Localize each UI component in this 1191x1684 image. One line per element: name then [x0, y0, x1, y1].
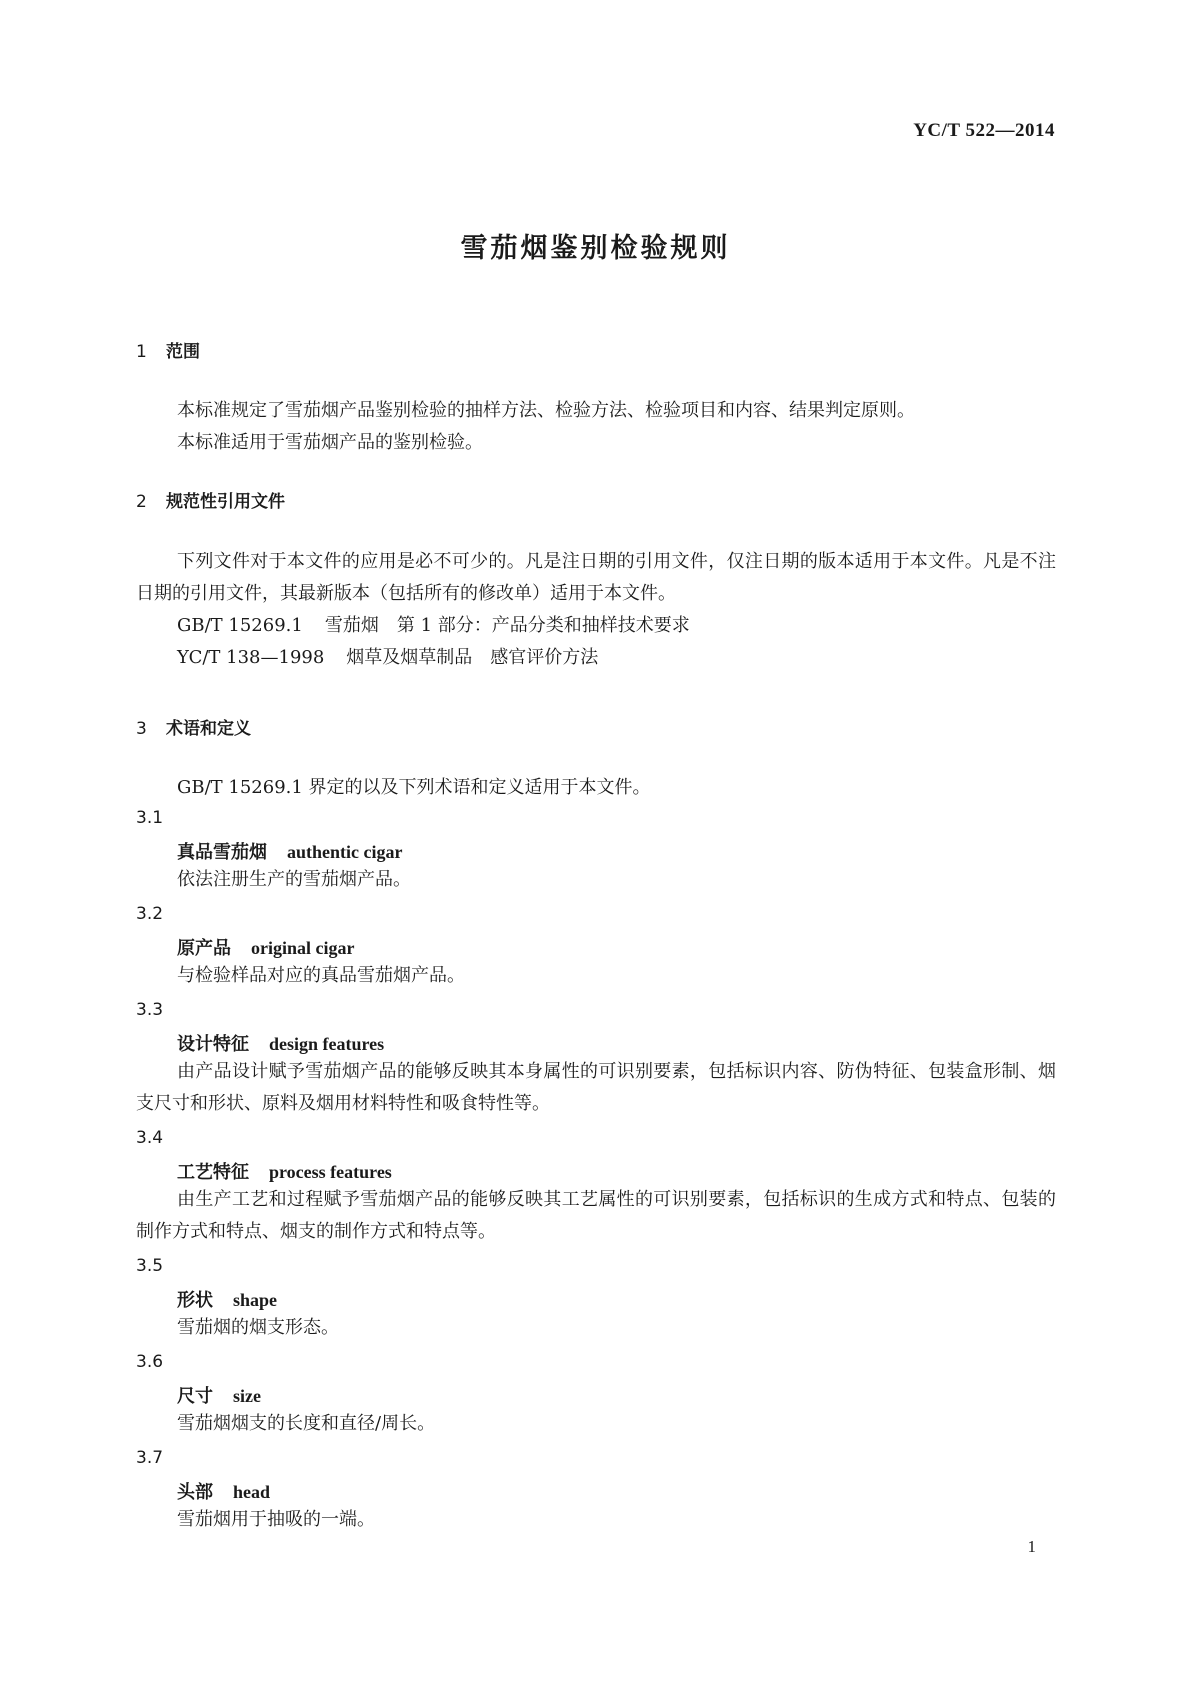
term-heading	[177, 1382, 261, 1408]
term-number: 3.2	[136, 904, 164, 924]
section-number: 1	[136, 342, 147, 362]
term-number: 3.1	[136, 808, 164, 828]
paragraph: 本标准规定了雪茄烟产品鉴别检验的抽样方法、检验方法、检验项目和内容、结果判定原则。	[177, 400, 915, 421]
term-en: shape	[233, 1290, 278, 1310]
paragraph: 下列文件对于本文件的应用是必不可少的。凡是注日期的引用文件，仅注日期的版本适用于本文件。凡是不注日期的引用文件，其最新版本（包括所有的修改单）适用于本文件。	[136, 551, 1056, 604]
term-zh: 尺寸	[177, 1386, 213, 1407]
term-en: authentic cigar	[287, 842, 403, 862]
reference-code: YC/T 138—1998	[177, 647, 325, 668]
term-heading	[177, 1030, 384, 1056]
term-definition: 由产品设计赋予雪茄烟产品的能够反映其本身属性的可识别要素，包括标识内容、防伪特征、包装盒形制、烟支尺寸和形状、原料及烟用材料特性和吸食特性等。	[136, 1061, 1056, 1114]
term-zh: 设计特征	[177, 1034, 249, 1055]
term-number: 3.5	[136, 1256, 164, 1276]
term-en: process features	[269, 1162, 392, 1182]
term-en: head	[233, 1482, 271, 1502]
term-number: 3.6	[136, 1352, 164, 1372]
term-zh: 原产品	[177, 938, 231, 959]
term-en: original cigar	[251, 938, 355, 958]
term-heading	[177, 1478, 270, 1504]
term-definition: 由生产工艺和过程赋予雪茄烟产品的能够反映其工艺属性的可识别要素，包括标识的生成方式和特点、包装的制作方式和特点、烟支的制作方式和特点等。	[136, 1189, 1056, 1242]
reference-code: GB/T 15269.1	[177, 615, 303, 636]
paragraph: 本标准适用于雪茄烟产品的鉴别检验。	[177, 432, 483, 453]
term-zh: 真品雪茄烟	[177, 842, 267, 863]
standard-code: YC/T 522—2014	[913, 120, 1055, 141]
term-zh: 工艺特征	[177, 1162, 249, 1183]
section-1-heading	[136, 337, 200, 362]
section-number: 2	[136, 492, 147, 512]
term-definition: 与检验样品对应的真品雪茄烟产品。	[177, 965, 465, 986]
reference-item	[177, 610, 690, 642]
term-heading	[177, 934, 354, 960]
term-number: 3.4	[136, 1128, 164, 1148]
document-title: 雪茄烟鉴别检验规则	[460, 233, 731, 264]
reference-title: 烟草及烟草制品 感官评价方法	[346, 647, 599, 668]
reference-item	[177, 642, 598, 674]
section-title: 术语和定义	[166, 719, 251, 739]
reference-title: 雪茄烟 第 1 部分：产品分类和抽样技术要求	[324, 615, 690, 636]
paragraph: GB/T 15269.1 界定的以及下列术语和定义适用于本文件。	[177, 777, 651, 798]
term-heading	[177, 1158, 392, 1184]
section-2-heading	[136, 487, 285, 512]
term-definition: 雪茄烟的烟支形态。	[177, 1317, 339, 1338]
section-number: 3	[136, 719, 147, 739]
term-number: 3.3	[136, 1000, 164, 1020]
term-heading	[177, 838, 402, 864]
section-3-heading	[136, 714, 251, 739]
page-number: 1	[1027, 1537, 1036, 1556]
term-number: 3.7	[136, 1448, 164, 1468]
term-definition: 雪茄烟烟支的长度和直径/周长。	[177, 1413, 436, 1434]
term-en: design features	[269, 1034, 385, 1054]
term-zh: 头部	[177, 1482, 213, 1503]
section-title: 范围	[166, 342, 200, 362]
term-zh: 形状	[177, 1290, 213, 1311]
term-en: size	[233, 1386, 261, 1406]
term-definition: 雪茄烟用于抽吸的一端。	[177, 1509, 375, 1530]
term-definition: 依法注册生产的雪茄烟产品。	[177, 869, 411, 890]
section-title: 规范性引用文件	[166, 492, 285, 512]
term-heading	[177, 1286, 277, 1312]
